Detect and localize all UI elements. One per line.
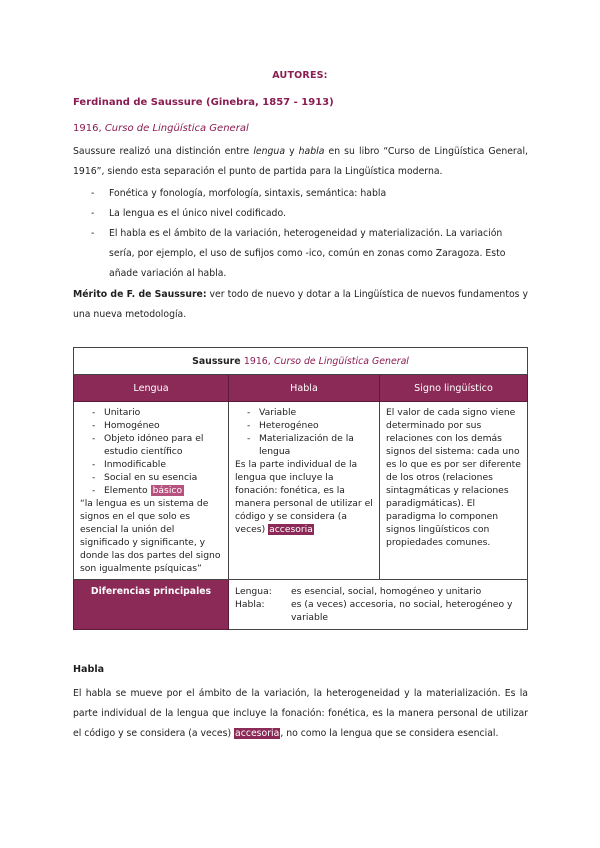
intro-text-b: y [285, 146, 299, 157]
intro-paragraph [73, 142, 528, 182]
intro-lengua: lengua [253, 146, 286, 157]
list-item: - Elemento básico [92, 485, 183, 496]
highlight-accesoria-2: accesoria [235, 728, 280, 739]
intro-text-a: Saussure realizó una distinción entre [73, 146, 254, 157]
list-item: - Inmodificable [92, 459, 166, 470]
list-item: - Variable [247, 407, 297, 418]
merit-text: ver todo de nuevo y dotar a la Lingüística de nuevos fundamentos y una nueva metodología. [73, 289, 528, 320]
header-lengua: Lengua [74, 375, 229, 402]
intro-text-c: en su libro “Curso de Lingüística General, 1916”, siendo esta separación el punto de partida para la Lingüística moderna. [73, 146, 528, 177]
table-caption: Saussure 1916, Curso de Lingüística General [74, 348, 528, 375]
list-item: - La lengua es el único nivel codificado. [91, 208, 286, 219]
lengua-quote: “la lengua es un sistema de signos en el que solo es esencial la unión del significado y significante, y donde las dos partes del signo son igualmente psíquicas” [80, 498, 221, 574]
list-item: - El habla es el ámbito de la variación, heterogeneidad y materialización. La variación sería, por ejemplo, el uso de sufijos como -ico, común en zonas como Zaragoza. Esto añade variación al habla. [91, 228, 506, 279]
header-habla: Habla [229, 375, 380, 402]
list-item: - Objeto idóneo para el estudio científico [92, 433, 204, 457]
list-item: - Materialización de la lengua [247, 433, 354, 457]
differences-label: Diferencias principales [74, 580, 229, 630]
list-item: - Homogéneo [92, 420, 160, 431]
highlight-basico: básico [152, 485, 183, 496]
section-heading: AUTORES: [272, 70, 328, 81]
list-item: - Heterogéneo [247, 420, 319, 431]
list-item: - Social en su esencia [92, 472, 198, 483]
bullet-list [73, 184, 528, 284]
habla-description: Es la parte individual de la lengua que incluye la fonación: fonética, es la manera personal de utilizar el código y se considera (a veces) accesoria [235, 459, 373, 535]
book-year: 1916, [73, 123, 102, 134]
highlight-accesoria: accesoria [269, 524, 313, 535]
cell-lengua [74, 402, 229, 580]
header-signo: Signo lingüístico [380, 375, 528, 402]
comparison-table [73, 347, 528, 630]
intro-habla: habla [298, 146, 325, 157]
author-heading: Ferdinand de Saussure (Ginebra, 1857 - 1913) [73, 97, 334, 108]
cell-habla [229, 402, 380, 580]
differences-body: Lengua: es esencial, social, homogéneo y unitario Habla: es (a veces) accesoria, no social, heterogéneo y variable [229, 580, 528, 630]
habla-heading: Habla [73, 664, 105, 675]
list-item: - Fonética y fonología, morfología, sintaxis, semántica: habla [91, 188, 387, 199]
list-item: - Unitario [92, 407, 141, 418]
book-heading [73, 123, 249, 134]
book-title: Curso de Lingüística General [104, 123, 249, 134]
habla-paragraph: El habla se mueve por el ámbito de la variación, la heterogeneidad y la materialización. Es la parte individual de la lengua que incluye la fonación: fonética, es la manera personal de utilizar el código y se considera (a veces) accesoria, no como la lengua que se considera esencial. [73, 688, 528, 739]
merit-label: Mérito de F. de Saussure: [73, 289, 207, 300]
cell-signo: El valor de cada signo viene determinado por sus relaciones con los demás signos del sistema: cada uno es lo que es por ser diferente de los otros (relaciones sintagmáticas y relaciones paradigmáticas). El paradigma lo componen signos lingüísticos con propiedades comunes. [380, 402, 528, 580]
merit-paragraph [73, 285, 528, 325]
